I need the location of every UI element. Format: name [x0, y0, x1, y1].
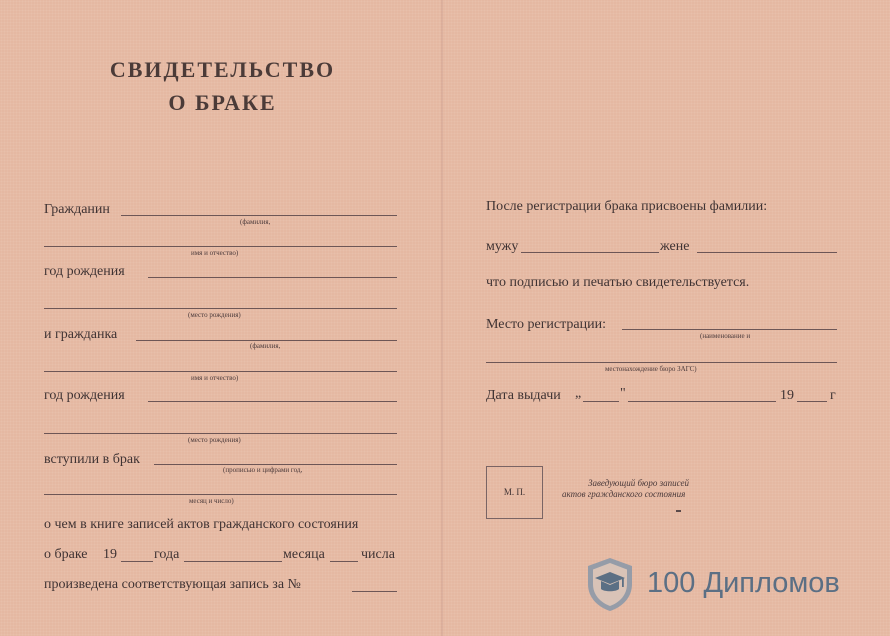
- label-chto: что подписью и печатью свидетельствуется.: [486, 275, 750, 290]
- field-line-record-number: [352, 591, 397, 592]
- label-grazhdanka: и гражданка: [44, 327, 118, 342]
- hint-imya-2: имя и отчество): [191, 374, 239, 382]
- label-mesyaca: месяца: [283, 547, 325, 562]
- stamp-place: [486, 466, 543, 519]
- field-line-husband-name: [44, 246, 397, 247]
- label-posle: После регистрации брака присвоены фамилии:: [486, 199, 768, 214]
- ink-speck: [676, 510, 681, 512]
- label-god-rozhdeniya: год рождения: [44, 264, 125, 279]
- label-o-brake: о браке: [44, 547, 88, 562]
- field-line-wife-birth-year: [148, 401, 397, 402]
- quote-open: „: [575, 386, 582, 401]
- graduation-cap-shield-icon: [585, 556, 635, 612]
- hint-mesto: (место рождения): [188, 311, 241, 319]
- label-proizvedena: произведена соответствующая запись за №: [44, 577, 301, 592]
- label-vstupili: вступили в брак: [44, 452, 140, 467]
- field-line-registry-office: [622, 329, 837, 330]
- field-line-wife-new-surname: [697, 252, 837, 253]
- field-line-marriage-date-2: [44, 494, 397, 495]
- hint-familiya: (фамилия,: [240, 218, 271, 226]
- field-line-husband-new-surname: [521, 252, 659, 253]
- field-line-husband-birth-year: [148, 277, 397, 278]
- field-line-record-month: [184, 561, 282, 562]
- hint-naim: (наименование и: [700, 332, 751, 340]
- field-line-record-year: [121, 561, 153, 562]
- title-line-2: О БРАКЕ: [168, 90, 277, 115]
- label-g: г: [830, 388, 836, 403]
- field-line-wife-surname: [136, 340, 397, 341]
- label-muzhu: мужу: [486, 239, 519, 254]
- field-line-marriage-date: [154, 464, 397, 465]
- label-19: 19: [103, 547, 117, 562]
- hint-imya: имя и отчество): [191, 249, 239, 257]
- label-grazhdanin: Гражданин: [44, 202, 110, 217]
- label-chisla: числа: [361, 547, 395, 562]
- hint-familiya-2: (фамилия,: [250, 342, 281, 350]
- label-data-vydachi: Дата выдачи: [486, 388, 561, 403]
- title-line-1: СВИДЕТЕЛЬСТВО: [109, 57, 336, 82]
- brand-name: 100 Дипломов: [647, 567, 840, 599]
- label-o-chem: о чем в книге записей актов гражданского состояния: [44, 517, 359, 532]
- field-line-issue-year: [797, 401, 827, 402]
- field-line-record-day: [330, 561, 358, 562]
- field-line-wife-name: [44, 371, 397, 372]
- field-line-husband-surname: [121, 215, 397, 216]
- quote-close: ": [620, 386, 626, 401]
- hint-propisyu: (прописью и цифрами год,: [223, 466, 303, 474]
- signature-title-1: Заведующий бюро записей: [588, 478, 689, 488]
- field-line-wife-birthplace: [44, 433, 397, 434]
- field-line-husband-birthplace: [44, 308, 397, 309]
- hint-mestonah: местонахождение бюро ЗАГС): [605, 365, 697, 373]
- field-line-issue-month: [628, 401, 776, 402]
- stamp-label: М. П.: [503, 487, 526, 497]
- hint-mesto-2: (место рождения): [188, 436, 241, 444]
- field-line-registry-office-2: [486, 362, 837, 363]
- label-mesto-reg: Место регистрации:: [486, 317, 607, 332]
- label-19-issue: 19: [780, 388, 794, 403]
- label-god-rozhdeniya-2: год рождения: [44, 388, 125, 403]
- label-goda: года: [154, 547, 180, 562]
- label-zhene: жене: [660, 239, 690, 254]
- field-line-issue-day: [583, 401, 619, 402]
- signature-title-2: актов гражданского состояния: [562, 489, 686, 499]
- hint-mesyac: месяц и число): [189, 497, 234, 505]
